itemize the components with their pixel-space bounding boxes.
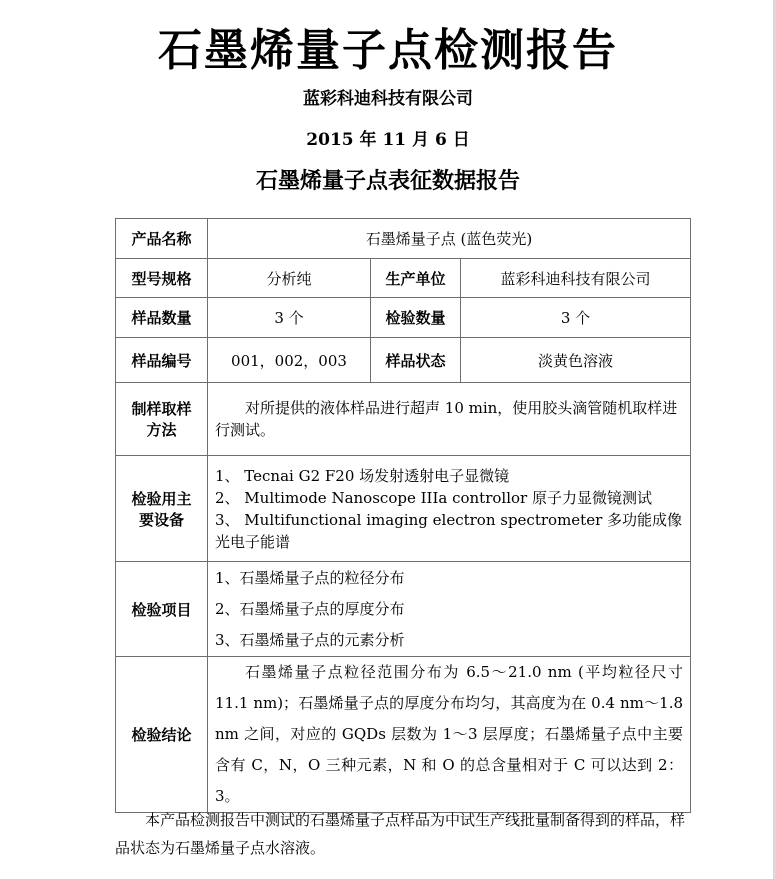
test-items-list bbox=[208, 562, 691, 657]
model-value: 分析纯 bbox=[208, 259, 371, 298]
equipment-label bbox=[116, 456, 208, 562]
conclusion-value bbox=[208, 657, 691, 813]
row-model bbox=[116, 259, 691, 298]
report-subtitle: 石墨烯量子点表征数据报告 bbox=[255, 168, 520, 194]
row-sample-no bbox=[116, 338, 691, 383]
report-title: 石墨烯量子点检测报告 bbox=[158, 25, 618, 76]
sample-state-value: 淡黄色溶液 bbox=[461, 338, 691, 383]
prep-method-label bbox=[116, 383, 208, 456]
equipment-item: 1、 Tecnai G2 F20 场发射透射电子显微镜 bbox=[215, 466, 510, 485]
row-quantity bbox=[116, 298, 691, 338]
prep-label-line1: 制样取样 bbox=[131, 400, 192, 418]
row-product-name bbox=[116, 219, 691, 259]
test-item: 2、石墨烯量子点的厚度分布 bbox=[215, 599, 405, 618]
sample-qty-label: 样品数量 bbox=[116, 298, 208, 338]
product-name-value: 石墨烯量子点 (蓝色荧光) bbox=[208, 219, 691, 259]
row-prep-method bbox=[116, 383, 691, 456]
prep-label-line2: 方法 bbox=[146, 421, 177, 439]
conclusion-label: 检验结论 bbox=[116, 657, 208, 813]
sample-state-label: 样品状态 bbox=[371, 338, 461, 383]
prep-method-value bbox=[208, 383, 691, 456]
items-label: 检验项目 bbox=[116, 562, 208, 657]
sample-qty-value: 3 个 bbox=[208, 298, 371, 338]
row-conclusion bbox=[116, 657, 691, 813]
sample-no-label: 样品编号 bbox=[116, 338, 208, 383]
prep-method-text: 对所提供的液体样品进行超声 10 min，使用胶头滴管随机取样进行测试。 bbox=[215, 399, 678, 439]
equipment-item: 3、 Multifunctional imaging electron spectrometer 多功能成像光电子能谱 bbox=[215, 510, 683, 551]
producer-value: 蓝彩科迪科技有限公司 bbox=[461, 259, 691, 298]
company-name: 蓝彩科迪科技有限公司 bbox=[303, 89, 473, 109]
equipment-item: 2、 Multimode Nanoscope IIIa controllor 原子力显微镜测试 bbox=[215, 488, 652, 507]
test-qty-value: 3 个 bbox=[461, 298, 691, 338]
test-item: 3、石墨烯量子点的元素分析 bbox=[215, 630, 405, 649]
report-date: 2015 年 11 月 6 日 bbox=[306, 130, 470, 150]
model-label: 型号规格 bbox=[116, 259, 208, 298]
equip-label-line1: 检验用主 bbox=[131, 489, 192, 508]
producer-label: 生产单位 bbox=[371, 259, 461, 298]
equipment-list bbox=[208, 456, 691, 562]
equip-label-line2: 要设备 bbox=[138, 510, 184, 529]
footer-note: 本产品检测报告中测试的石墨烯量子点样品为中试生产线批量制备得到的样品，样品状态为石墨烯量子点水溶液。 bbox=[115, 811, 686, 857]
conclusion-text: 石墨烯量子点粒径范围分布为 6.5～21.0 nm (平均粒径尺寸 11.1 nm)；石墨烯量子点的厚度分布均匀，其高度为在 0.4 nm～1.8 nm 之间，对应的 GQDs 层数为 1～3 层厚度；石墨烯量子点中主要含有 C，N，O 三种元素，N 和 O 的总含量相对于 C 可以达到 2：3。 bbox=[215, 663, 684, 805]
report-table bbox=[115, 218, 691, 813]
row-equipment bbox=[116, 456, 691, 562]
sample-no-value: 001，002，003 bbox=[208, 338, 371, 383]
test-item: 1、石墨烯量子点的粒径分布 bbox=[215, 568, 405, 587]
test-qty-label: 检验数量 bbox=[371, 298, 461, 338]
row-test-items bbox=[116, 562, 691, 657]
product-name-label: 产品名称 bbox=[116, 219, 208, 259]
